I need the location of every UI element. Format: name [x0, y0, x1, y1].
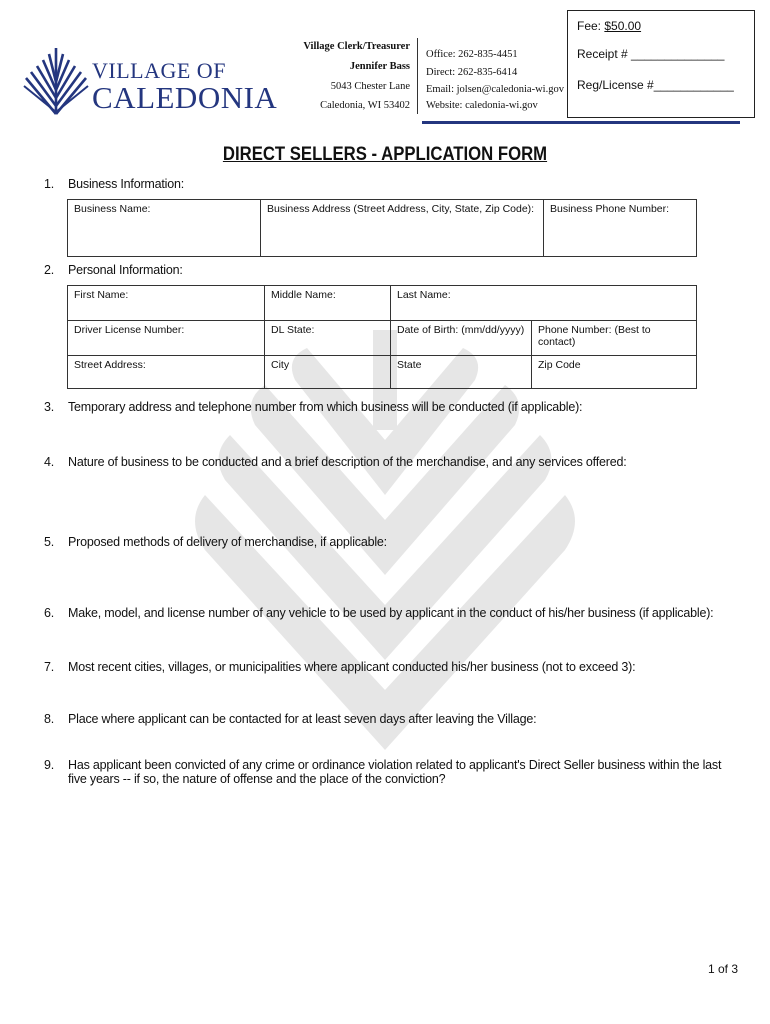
- logo-text-caledonia: CALEDONIA: [92, 80, 278, 115]
- last-name-field[interactable]: Last Name:: [391, 286, 697, 321]
- receipt-field[interactable]: Receipt # ______________: [577, 47, 725, 61]
- question-number: 1.: [44, 177, 55, 191]
- section-label: Business Information:: [68, 177, 184, 191]
- question-number: 5.: [44, 535, 55, 549]
- business-info-table: [67, 199, 697, 257]
- office-phone: Office: 262-835-4451: [426, 49, 518, 60]
- logo-text-village-of: VILLAGE OF: [92, 58, 226, 83]
- clerk-name: Jennifer Bass: [349, 61, 410, 72]
- question-3[interactable]: [44, 400, 743, 414]
- driver-license-field[interactable]: Driver License Number:: [68, 321, 265, 356]
- question-number: 2.: [44, 263, 55, 277]
- fee-line: [577, 19, 641, 33]
- phone-number-field[interactable]: Phone Number: (Best to contact): [532, 321, 697, 356]
- contact-email: Email: jolsen@caledonia-wi.gov: [426, 84, 564, 95]
- fee-label: Fee:: [577, 19, 605, 33]
- question-number: 7.: [44, 660, 55, 674]
- business-address-field[interactable]: Business Address (Street Address, City, State, Zip Code):: [261, 200, 544, 257]
- reg-license-field[interactable]: Reg/License #____________: [577, 78, 734, 92]
- direct-phone: Direct: 262-835-6414: [426, 67, 518, 78]
- first-name-field[interactable]: First Name:: [68, 286, 265, 321]
- contact-website: Website: caledonia-wi.gov: [426, 100, 538, 111]
- question-text: Place where applicant can be contacted for at least seven days after leaving the Village:: [68, 712, 537, 726]
- street-address-field[interactable]: Street Address:: [68, 356, 265, 389]
- header-divider: [417, 38, 418, 114]
- caledonia-leaf-logo-icon: [22, 46, 90, 116]
- question-text: Most recent cities, villages, or municipalities where applicant conducted his/her business (not to exceed 3):: [68, 660, 636, 674]
- question-number: 4.: [44, 455, 55, 469]
- section-label: Personal Information:: [68, 263, 183, 277]
- date-of-birth-field[interactable]: Date of Birth: (mm/dd/yyyy): [391, 321, 532, 356]
- middle-name-field[interactable]: Middle Name:: [265, 286, 391, 321]
- zip-code-field[interactable]: Zip Code: [532, 356, 697, 389]
- question-number: 9.: [44, 758, 55, 772]
- clerk-street: 5043 Chester Lane: [330, 81, 410, 92]
- fee-amount: $50.00: [604, 19, 642, 33]
- clerk-city: Caledonia, WI 53402: [320, 100, 410, 111]
- question-4[interactable]: [44, 455, 743, 469]
- state-field[interactable]: State: [391, 356, 532, 389]
- section-business-info-heading: [44, 177, 184, 191]
- section-personal-info-heading: [44, 263, 183, 277]
- question-text: Has applicant been convicted of any crime or ordinance violation related to applicant's Direct Seller business within the last five years -- if so, the nature of offense and the place of the conviction?: [68, 758, 722, 786]
- question-number: 8.: [44, 712, 55, 726]
- business-name-field[interactable]: Business Name:: [68, 200, 261, 257]
- city-field[interactable]: City: [265, 356, 391, 389]
- page-number: 1 of 3: [707, 962, 738, 976]
- question-text: Proposed methods of delivery of merchandise, if applicable:: [68, 535, 387, 549]
- dl-state-field[interactable]: DL State:: [265, 321, 391, 356]
- question-7[interactable]: [44, 660, 743, 674]
- question-text: Make, model, and license number of any vehicle to be used by applicant in the conduct of his/her business (if applicable):: [68, 606, 714, 620]
- header-rule: [422, 121, 740, 124]
- question-number: 6.: [44, 606, 55, 620]
- form-title: DIRECT SELLERS - APPLICATION FORM: [222, 144, 548, 165]
- personal-info-table: [67, 285, 697, 389]
- clerk-title: Village Clerk/Treasurer: [303, 41, 410, 52]
- question-8[interactable]: [44, 712, 743, 726]
- question-9[interactable]: [44, 758, 743, 786]
- question-text: Temporary address and telephone number from which business will be conducted (if applicable):: [68, 400, 583, 414]
- question-6[interactable]: [44, 606, 743, 620]
- question-number: 3.: [44, 400, 55, 414]
- question-5[interactable]: [44, 535, 743, 549]
- business-phone-field[interactable]: Business Phone Number:: [544, 200, 697, 257]
- question-text: Nature of business to be conducted and a brief description of the merchandise, and any services offered:: [68, 455, 627, 469]
